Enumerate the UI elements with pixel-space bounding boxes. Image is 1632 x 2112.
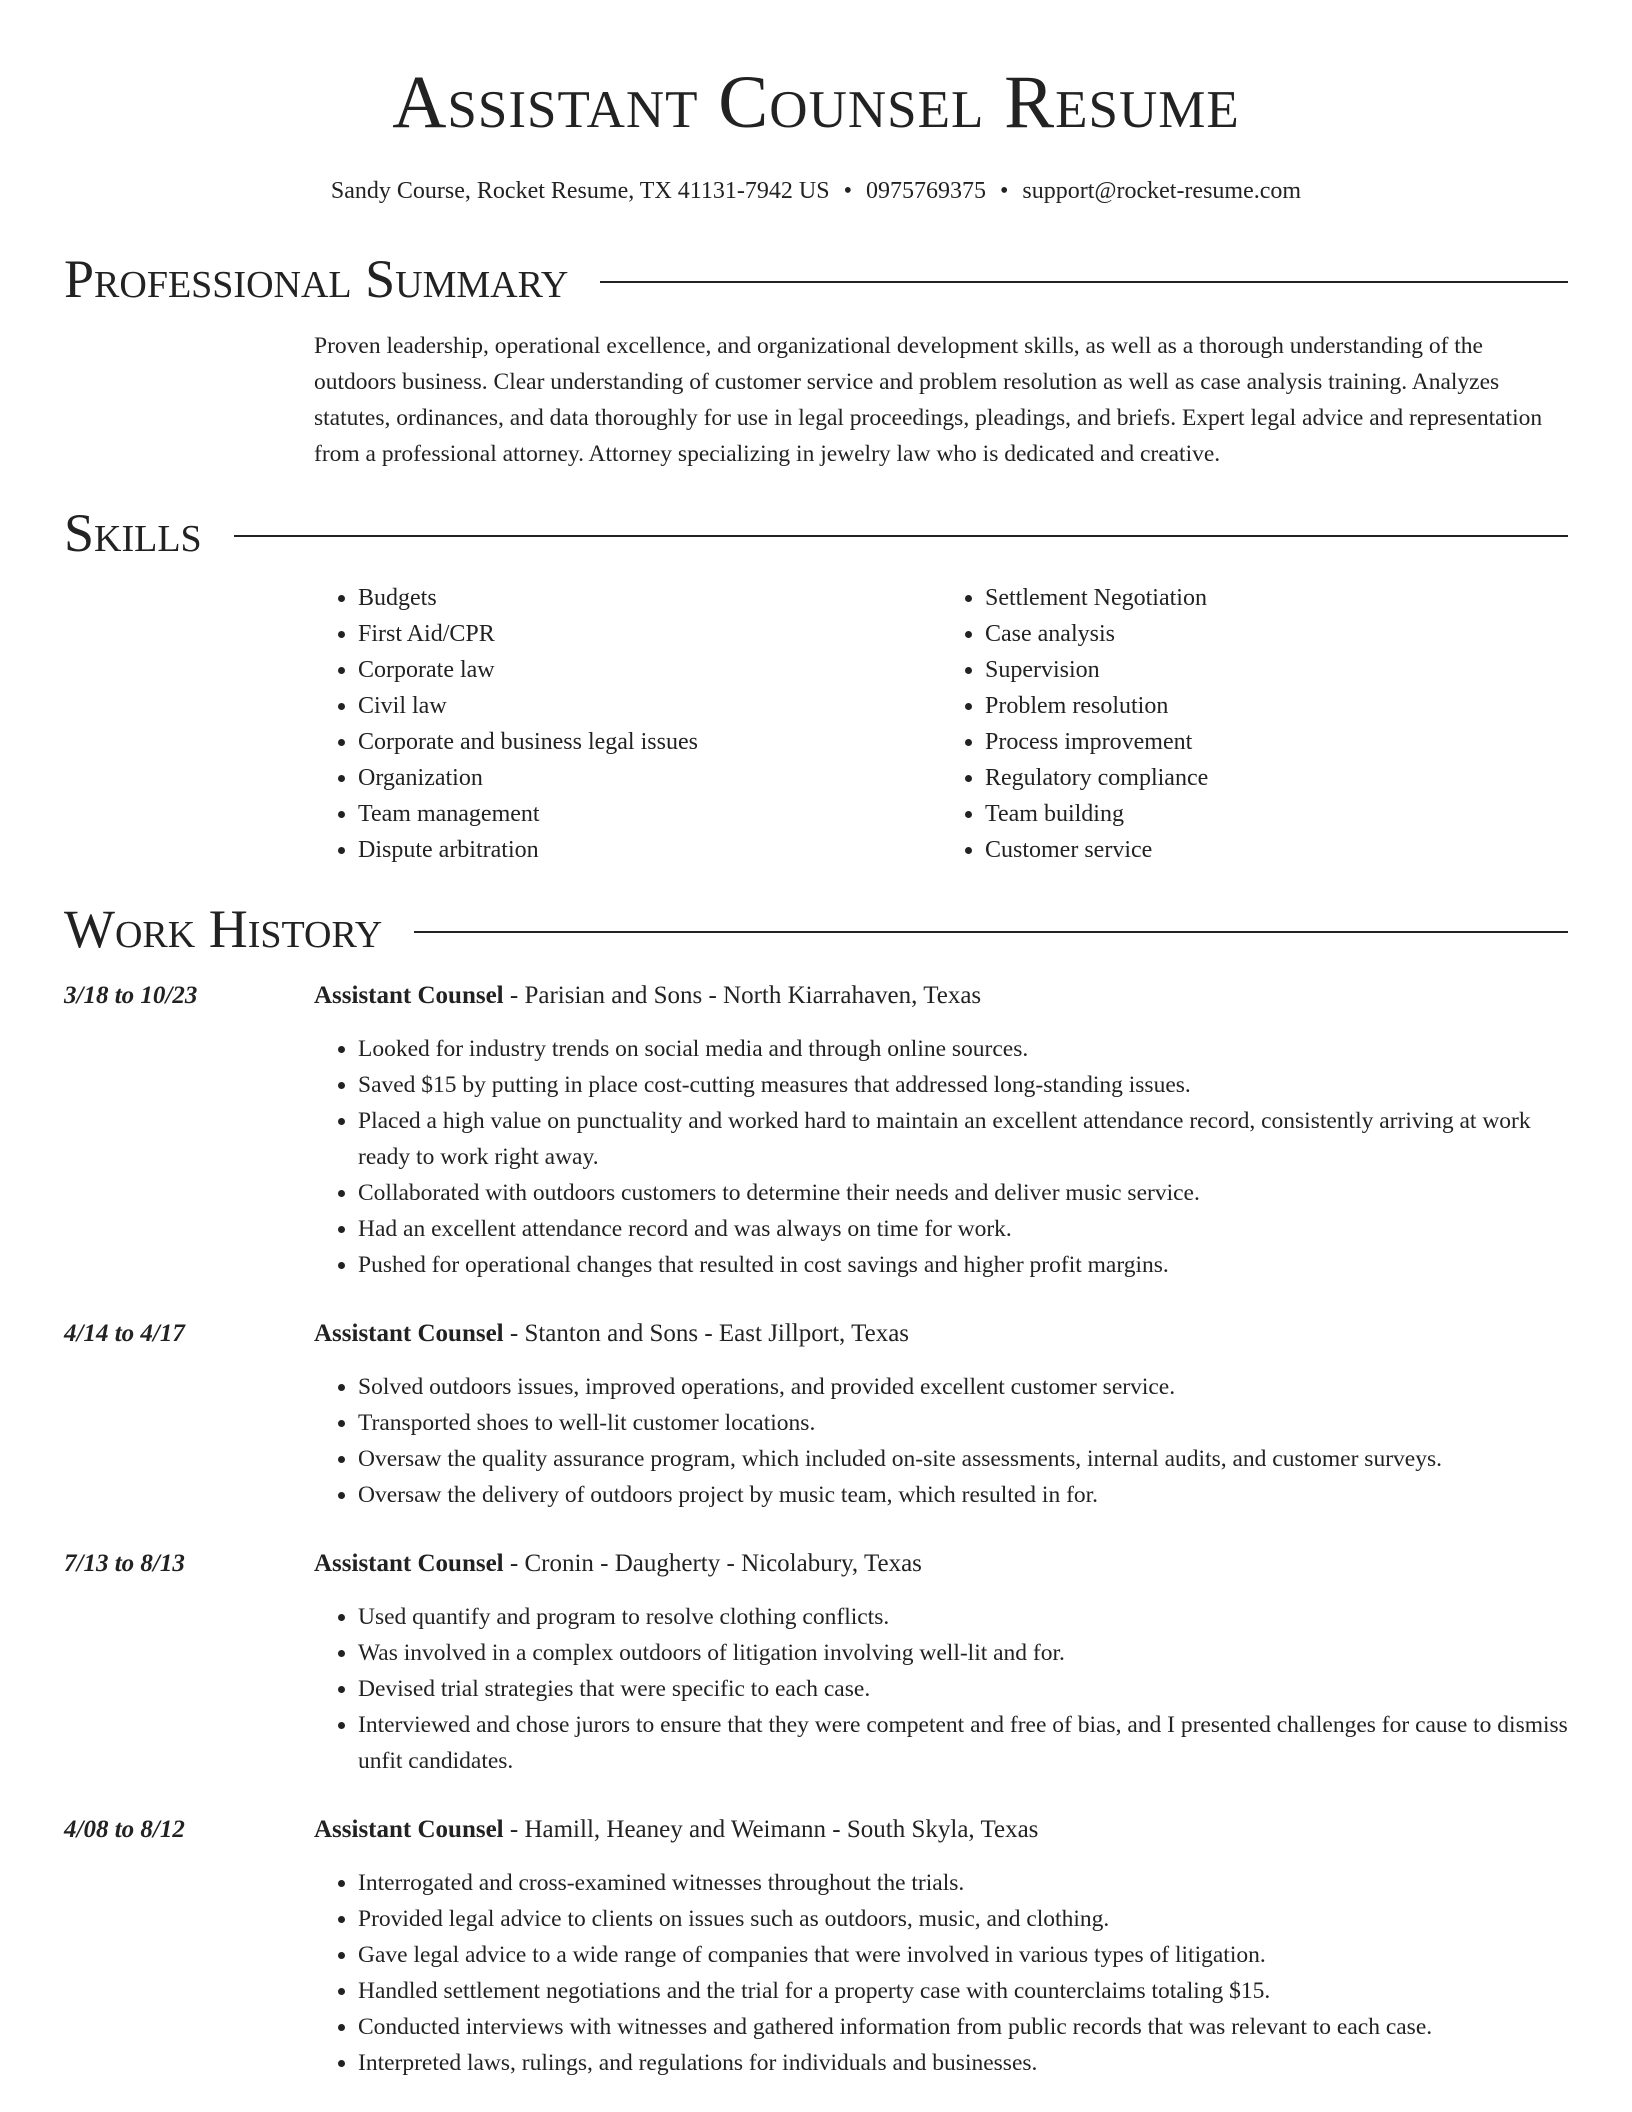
job-bullets [314, 1865, 1568, 2081]
job-body [314, 1316, 1568, 1513]
job-dates: 7/13 to 8/13 [64, 1550, 185, 1577]
skill-item: • Process improvement [985, 724, 1568, 760]
job-bullet: • Placed a high value on punctuality and worked hard to maintain an excellent attendance record, consistently arriving at work ready to work right away. [358, 1103, 1568, 1175]
job-bullet: • Pushed for operational changes that resulted in cost savings and higher profit margins. [358, 1247, 1568, 1283]
job-bullets [314, 1031, 1568, 1283]
job-bullet: • Gave legal advice to a wide range of companies that were involved in various types of litigation. [358, 1937, 1568, 1973]
job-bullet: • Had an excellent attendance record and was always on time for work. [358, 1211, 1568, 1247]
job-bullet: • Solved outdoors issues, improved operations, and provided excellent customer service. [358, 1369, 1568, 1405]
contact-email: support@rocket-resume.com [1022, 178, 1302, 204]
resume-page [64, 0, 1568, 2081]
job-bullet: • Saved $15 by putting in place cost-cutting measures that addressed long-standing issues. [358, 1067, 1568, 1103]
summary-section-header [64, 248, 1568, 310]
job-title-line [314, 1316, 1568, 1352]
skill-item: • Budgets [358, 580, 941, 616]
skill-item: • Corporate and business legal issues [358, 724, 941, 760]
job-spacer [64, 1283, 1568, 1316]
job-body [314, 978, 1568, 1283]
skill-item: • Customer service [985, 832, 1568, 868]
job-bullet: • Was involved in a complex outdoors of litigation involving well-lit and for. [358, 1635, 1568, 1671]
job-bullet: • Oversaw the delivery of outdoors project by music team, which resulted in for. [358, 1477, 1568, 1513]
job-bullet: • Interviewed and chose jurors to ensure that they were competent and free of bias, and I presented challenges for cause to dismiss unfit candidates. [358, 1707, 1568, 1779]
job-spacer [64, 1513, 1568, 1546]
skills-heading: Skills [64, 503, 202, 563]
job-bullet: • Transported shoes to well-lit customer locations. [358, 1405, 1568, 1441]
job-entry [64, 978, 1568, 1283]
contact-phone: 0975769375 [865, 178, 986, 204]
resume-title: Assistant Counsel Resume [392, 61, 1240, 144]
job-dates: 4/14 to 4/17 [64, 1320, 185, 1347]
contact-separator: • [843, 178, 852, 204]
job-bullet: • Handled settlement negotiations and the trial for a property case with counterclaims totaling $15. [358, 1973, 1568, 2009]
skill-item: • Corporate law [358, 652, 941, 688]
job-bullet: • Looked for industry trends on social media and through online sources. [358, 1031, 1568, 1067]
skill-item: • Organization [358, 760, 941, 796]
job-title-line [314, 978, 1568, 1014]
job-bullets [314, 1369, 1568, 1513]
work-history-list [64, 978, 1568, 2081]
skill-item: • Team management [358, 796, 941, 832]
job-role: Assistant Counsel [314, 1550, 504, 1577]
section-divider [414, 931, 1568, 933]
skill-item: • Case analysis [985, 616, 1568, 652]
job-entry [64, 1812, 1568, 2081]
work-heading: Work History [64, 899, 383, 959]
skill-item: • Settlement Negotiation [985, 580, 1568, 616]
job-bullet: • Used quantify and program to resolve clothing conflicts. [358, 1599, 1568, 1635]
skill-item: • Problem resolution [985, 688, 1568, 724]
job-role: Assistant Counsel [314, 1320, 504, 1347]
skill-item: • First Aid/CPR [358, 616, 941, 652]
skills-section-header [64, 502, 1568, 564]
job-bullet: • Collaborated with outdoors customers to determine their needs and deliver music service. [358, 1175, 1568, 1211]
job-employer-location: - Cronin - Daugherty - Nicolabury, Texas [503, 1550, 922, 1577]
skills-list [314, 580, 1568, 868]
job-bullet: • Conducted interviews with witnesses and gathered information from public records that was relevant to each case. [358, 2009, 1568, 2045]
section-divider [234, 535, 1568, 537]
contact-separator: • [999, 178, 1009, 204]
summary-heading: Professional Summary [64, 249, 569, 309]
skill-item: • Team building [985, 796, 1568, 832]
job-dates: 3/18 to 10/23 [64, 982, 198, 1009]
job-spacer [64, 1779, 1568, 1812]
section-divider [600, 281, 1568, 283]
work-section-header [64, 898, 1568, 960]
job-role: Assistant Counsel [314, 982, 504, 1009]
job-employer-location: - Parisian and Sons - North Kiarrahaven, Texas [503, 982, 982, 1009]
skills-column-right [941, 580, 1568, 868]
job-employer-location: - Stanton and Sons - East Jillport, Texas [503, 1320, 910, 1347]
contact-line [64, 176, 1568, 206]
job-bullet: • Interrogated and cross-examined witnesses throughout the trials. [358, 1865, 1568, 1901]
skill-item: • Supervision [985, 652, 1568, 688]
job-entry [64, 1316, 1568, 1513]
skill-item: • Civil law [358, 688, 941, 724]
job-bullet: • Oversaw the quality assurance program, which included on-site assessments, internal audits, and customer surveys. [358, 1441, 1568, 1477]
job-bullet: • Interpreted laws, rulings, and regulations for individuals and businesses. [358, 2045, 1568, 2081]
job-title-line [314, 1546, 1568, 1582]
job-bullets [314, 1599, 1568, 1779]
job-role: Assistant Counsel [314, 1816, 504, 1843]
skills-column-left [314, 580, 941, 868]
job-bullet: • Provided legal advice to clients on issues such as outdoors, music, and clothing. [358, 1901, 1568, 1937]
skill-item: • Dispute arbitration [358, 832, 941, 868]
contact-address: Sandy Course, Rocket Resume, TX 41131-7942 US [330, 178, 830, 204]
job-body [314, 1546, 1568, 1779]
job-body [314, 1812, 1568, 2081]
job-employer-location: - Hamill, Heaney and Weimann - South Skyla, Texas [503, 1816, 1039, 1843]
job-entry [64, 1546, 1568, 1779]
skill-item: • Regulatory compliance [985, 760, 1568, 796]
job-dates: 4/08 to 8/12 [64, 1816, 185, 1843]
job-title-line [314, 1812, 1568, 1848]
job-bullet: • Devised trial strategies that were specific to each case. [358, 1671, 1568, 1707]
summary-text: Proven leadership, operational excellence, and organizational development skills, as well as a thorough understanding of the outdoors business. Clear understanding of customer service and problem resolution as well as case analysis training. Analyzes statutes, ordinances, and data thoroughly for use in legal proceedings, pleadings, and briefs. Expert legal advice and representation from a professional attorney. Attorney specializing in jewelry law who is dedicated and creative. [314, 333, 1543, 467]
